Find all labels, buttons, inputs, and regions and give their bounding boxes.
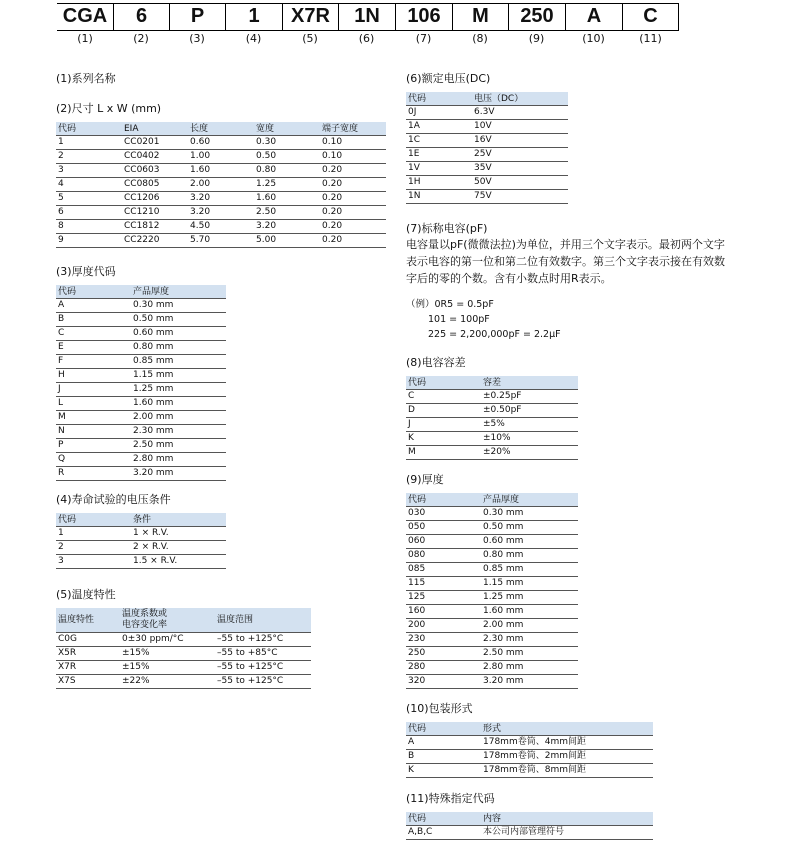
table-cell: 0.20 [320,192,386,206]
table-row [56,633,311,647]
column-header: 电压（DC） [472,92,568,106]
table-header-row [406,722,653,736]
table-cell: ±22% [120,675,215,689]
table-cell: 320 [406,675,481,689]
table-row [56,150,386,164]
table-cell: CC2220 [122,234,188,248]
table-cell: –55 to +125°C [215,661,311,675]
table-cell: 1.25 [254,178,320,192]
table-cell: 3.20 mm [481,675,578,689]
section-thickness [406,473,578,689]
table-cell: C0G [56,633,120,647]
table-header-row [406,812,653,826]
table-cell: 050 [406,521,481,535]
table-cell: ±15% [120,661,215,675]
table-cell: D [406,404,481,418]
section-title: (4)寿命试验的电压条件 [56,493,171,506]
table-header-row [406,493,578,507]
table-cell: 2.30 mm [131,425,226,439]
section-thickness-code [56,265,226,481]
column-header: 产品厚度 [131,285,226,299]
table-cell: 5 [56,192,122,206]
column-header: 宽度 [254,122,320,136]
table-cell: 0.10 [320,150,386,164]
table-cell: 10V [472,120,568,134]
section-title: (5)温度特性 [56,588,116,601]
pn-segment-11: C [622,3,679,31]
description-paragraph [406,236,746,287]
section-size [56,102,386,248]
table-row [406,764,653,778]
rated-voltage-table [406,92,568,204]
pn-segment-8: M [452,3,508,31]
column-header: 温度范围 [215,608,311,633]
table-cell: 8 [56,220,122,234]
table-row [56,383,226,397]
table-cell: 1.60 [188,164,254,178]
thickness-table [406,493,578,689]
table-cell: 0.60 [188,136,254,150]
table-cell: 35V [472,162,568,176]
pn-segment-6: 1N [338,3,395,31]
pn-index-6: (6) [358,32,375,45]
table-row [56,341,226,355]
table-row [56,439,226,453]
pn-index-3: (3) [189,32,205,45]
column-header: 代码 [406,493,481,507]
table-row [56,206,386,220]
table-cell: 0.80 mm [481,549,578,563]
examples [406,297,746,342]
table-cell: N [56,425,131,439]
pn-segment-10: A [565,3,622,31]
table-cell: J [406,418,481,432]
table-cell: 本公司内部管理符号 [481,826,653,840]
column-header: 长度 [188,122,254,136]
table-cell: 0.30 mm [481,507,578,521]
thickness-code-table [56,285,226,481]
column-header: 代码 [406,722,481,736]
table-cell: 0.85 mm [481,563,578,577]
table-row [56,313,226,327]
table-header-row [56,122,386,136]
table-cell: 3.20 [188,206,254,220]
table-cell: 2.80 mm [131,453,226,467]
table-cell: ±10% [481,432,578,446]
pn-segment-2: 6 [113,3,169,31]
table-cell: 280 [406,661,481,675]
column-header: 产品厚度 [481,493,578,507]
table-cell: 1V [406,162,472,176]
table-cell: 1H [406,176,472,190]
table-row [406,563,578,577]
table-cell: 16V [472,134,568,148]
table-row [406,106,568,120]
table-row [406,120,568,134]
size-table [56,122,386,248]
table-cell: CC0201 [122,136,188,150]
section-title: (6)额定电压(DC) [406,72,491,85]
table-row [406,418,578,432]
pn-index-4: (4) [245,32,262,45]
table-cell: 115 [406,577,481,591]
table-cell: F [56,355,131,369]
table-cell: 0.50 mm [131,313,226,327]
table-cell: 1 [56,527,131,541]
table-row [406,432,578,446]
column-header: EIA [122,122,188,136]
table-row [406,390,578,404]
table-cell: 1.5 × R.V. [131,555,226,569]
pn-index-7: (7) [415,32,432,45]
table-cell: 0J [406,106,472,120]
section-title: (2)尺寸 L x W (mm) [56,102,162,115]
table-row [406,404,578,418]
table-row [406,521,578,535]
table-cell: E [56,341,131,355]
table-cell: 2.50 [254,206,320,220]
table-cell: 0.20 [320,164,386,178]
table-header-row [56,608,311,633]
table-header-row [56,285,226,299]
table-cell: 0.60 mm [481,535,578,549]
table-cell: K [406,432,481,446]
column-header [120,608,215,633]
table-row [56,327,226,341]
table-row [56,555,226,569]
table-cell: 3.20 [188,192,254,206]
table-header-row [406,92,568,106]
table-row [56,425,226,439]
table-cell: 2 × R.V. [131,541,226,555]
example-line: 101 = 100pF [428,314,490,325]
section-title: (1)系列名称 [56,72,116,85]
table-cell: 3 [56,164,122,178]
table-row [406,826,653,840]
table-row [56,136,386,150]
table-cell: 1 × R.V. [131,527,226,541]
table-cell: X7S [56,675,120,689]
table-cell: L [56,397,131,411]
table-cell: 230 [406,633,481,647]
table-cell: 1.60 mm [131,397,226,411]
section-life-test-voltage [56,493,226,569]
column-header: 形式 [481,722,653,736]
example-line: 225 = 2,200,000pF = 2.2μF [428,329,561,340]
column-header: 代码 [406,812,481,826]
section-temperature-characteristic [56,588,311,689]
pn-index-1: (1) [77,32,93,45]
table-cell: M [56,411,131,425]
table-cell: 060 [406,535,481,549]
table-cell: 0.10 [320,136,386,150]
table-row [406,750,653,764]
table-row [56,220,386,234]
table-cell: 0.20 [320,234,386,248]
header-line: 电容变化率 [122,620,168,630]
table-cell: 250 [406,647,481,661]
table-cell: –55 to +125°C [215,675,311,689]
table-cell: 080 [406,549,481,563]
packaging-table [406,722,653,778]
tolerance-table [406,376,578,460]
table-cell: 0.85 mm [131,355,226,369]
pn-index-8: (8) [472,32,488,45]
table-cell: CC0402 [122,150,188,164]
table-cell: X7R [56,661,120,675]
table-cell: 2 [56,150,122,164]
table-row [406,162,568,176]
table-cell: 1.25 mm [131,383,226,397]
table-row [406,736,653,750]
table-cell: –55 to +85°C [215,647,311,661]
table-cell: 1E [406,148,472,162]
table-row [406,675,578,689]
table-cell: 0.30 [254,136,320,150]
table-cell: –55 to +125°C [215,633,311,647]
table-row [56,467,226,481]
table-row [56,355,226,369]
table-cell: 178mm卷筒、4mm间距 [481,736,653,750]
table-cell: 0.30 mm [131,299,226,313]
section-nominal-capacitance [406,222,746,342]
table-row [56,675,311,689]
pn-segment-5: X7R [282,3,338,31]
table-cell: 160 [406,605,481,619]
table-cell: 4.50 [188,220,254,234]
table-row [406,577,578,591]
section-title: (7)标称电容(pF) [406,222,488,235]
table-cell: 6 [56,206,122,220]
pn-index-11: (11) [639,32,662,45]
table-cell: 0.80 [254,164,320,178]
table-cell: ±0.25pF [481,390,578,404]
table-cell: 3.20 mm [131,467,226,481]
table-cell: 1.25 mm [481,591,578,605]
table-cell: 3 [56,555,131,569]
table-cell: 5.70 [188,234,254,248]
pn-segment-4: 1 [225,3,282,31]
table-row [406,605,578,619]
example-line: （例）0R5 = 0.5pF [406,299,494,310]
table-cell: 2.00 [188,178,254,192]
table-cell: 2.80 mm [481,661,578,675]
column-header: 容差 [481,376,578,390]
table-row [56,541,226,555]
column-header: 温度特性 [56,608,120,633]
table-cell: CC1812 [122,220,188,234]
header-line: 温度系数或 [122,609,168,619]
table-cell: 125 [406,591,481,605]
table-row [406,507,578,521]
table-cell: P [56,439,131,453]
special-code-table [406,812,653,840]
table-cell: 1C [406,134,472,148]
temperature-table [56,608,311,689]
table-row [406,633,578,647]
table-cell: 178mm卷筒、2mm间距 [481,750,653,764]
section-special-code [406,792,653,840]
table-cell: 200 [406,619,481,633]
description-line: 表示电容的第一位和第二位有效数字。第三个文字表示接在有效数 [406,255,725,268]
table-row [56,164,386,178]
table-cell: 030 [406,507,481,521]
table-cell: H [56,369,131,383]
table-cell: CC1210 [122,206,188,220]
table-cell: 085 [406,563,481,577]
table-cell: ±15% [120,647,215,661]
table-cell: 3.20 [254,220,320,234]
table-cell: CC0603 [122,164,188,178]
table-cell: 1.60 [254,192,320,206]
table-cell: 0.20 [320,206,386,220]
table-cell: 0±30 ppm/°C [120,633,215,647]
table-cell: 1.00 [188,150,254,164]
table-cell: 1N [406,190,472,204]
table-cell: A,B,C [406,826,481,840]
table-cell: Q [56,453,131,467]
section-title: (8)电容容差 [406,356,466,369]
life-test-table [56,513,226,569]
pn-index-2: (2) [133,32,149,45]
table-cell: 2 [56,541,131,555]
table-row [56,453,226,467]
table-row [406,591,578,605]
table-cell: J [56,383,131,397]
table-cell: ±20% [481,446,578,460]
section-title: (11)特殊指定代码 [406,792,495,805]
table-cell: 0.60 mm [131,327,226,341]
table-row [56,527,226,541]
table-row [56,661,311,675]
section-series-name [56,72,116,92]
table-cell: A [56,299,131,313]
column-header: 代码 [406,92,472,106]
table-header-row [406,376,578,390]
table-row [406,134,568,148]
column-header: 条件 [131,513,226,527]
table-cell: 1.15 mm [131,369,226,383]
table-row [56,397,226,411]
table-row [406,619,578,633]
column-header: 内容 [481,812,653,826]
table-cell: K [406,764,481,778]
description-line: 字后的零的个数。含有小数点时用R表示。 [406,272,612,285]
table-row [56,234,386,248]
table-cell: 0.20 [320,178,386,192]
table-row [406,549,578,563]
table-cell: C [406,390,481,404]
table-cell: 0.80 mm [131,341,226,355]
table-row [406,190,568,204]
table-cell: 1A [406,120,472,134]
table-cell: ±0.50pF [481,404,578,418]
table-cell: 5.00 [254,234,320,248]
column-header: 代码 [56,122,122,136]
table-row [406,535,578,549]
table-cell: R [56,467,131,481]
table-cell: B [56,313,131,327]
table-row [56,369,226,383]
table-cell: CC0805 [122,178,188,192]
table-cell: C [56,327,131,341]
pn-segment-7: 106 [395,3,452,31]
table-cell: 178mm卷筒、8mm间距 [481,764,653,778]
pn-segment-9: 250 [508,3,565,31]
section-capacitance-tolerance [406,356,578,460]
column-header: 代码 [406,376,481,390]
table-cell: 4 [56,178,122,192]
description-line: 电容量以pF(微微法拉)为单位，并用三个文字表示。最初两个文字 [406,238,725,251]
table-row [406,647,578,661]
table-cell: B [406,750,481,764]
table-cell: CC1206 [122,192,188,206]
table-cell: 2.30 mm [481,633,578,647]
column-header: 代码 [56,285,131,299]
table-row [406,446,578,460]
column-header: 端子宽度 [320,122,386,136]
table-cell: 2.00 mm [131,411,226,425]
section-packaging [406,702,653,778]
table-row [56,192,386,206]
table-cell: M [406,446,481,460]
table-row [406,661,578,675]
table-cell: 75V [472,190,568,204]
table-cell: 1.15 mm [481,577,578,591]
pn-segment-1: CGA [57,3,113,31]
table-row [56,411,226,425]
table-cell: 1.60 mm [481,605,578,619]
table-cell: 0.50 mm [481,521,578,535]
section-rated-voltage [406,72,568,204]
table-cell: 2.50 mm [131,439,226,453]
pn-segment-3: P [169,3,225,31]
table-cell: ±5% [481,418,578,432]
section-title: (3)厚度代码 [56,265,116,278]
table-row [56,647,311,661]
table-row [56,178,386,192]
pn-index-10: (10) [582,32,605,45]
table-cell: 25V [472,148,568,162]
table-cell: 9 [56,234,122,248]
section-title: (10)包装形式 [406,702,473,715]
pn-index-9: (9) [528,32,545,45]
table-cell: 1 [56,136,122,150]
pn-index-5: (5) [302,32,318,45]
table-cell: 0.50 [254,150,320,164]
table-cell: 2.00 mm [481,619,578,633]
table-row [406,176,568,190]
column-header: 代码 [56,513,131,527]
table-row [56,299,226,313]
table-cell: 6.3V [472,106,568,120]
table-cell: A [406,736,481,750]
table-cell: 0.20 [320,220,386,234]
table-row [406,148,568,162]
section-title: (9)厚度 [406,473,444,486]
table-cell: 2.50 mm [481,647,578,661]
table-cell: 50V [472,176,568,190]
table-cell: X5R [56,647,120,661]
table-header-row [56,513,226,527]
